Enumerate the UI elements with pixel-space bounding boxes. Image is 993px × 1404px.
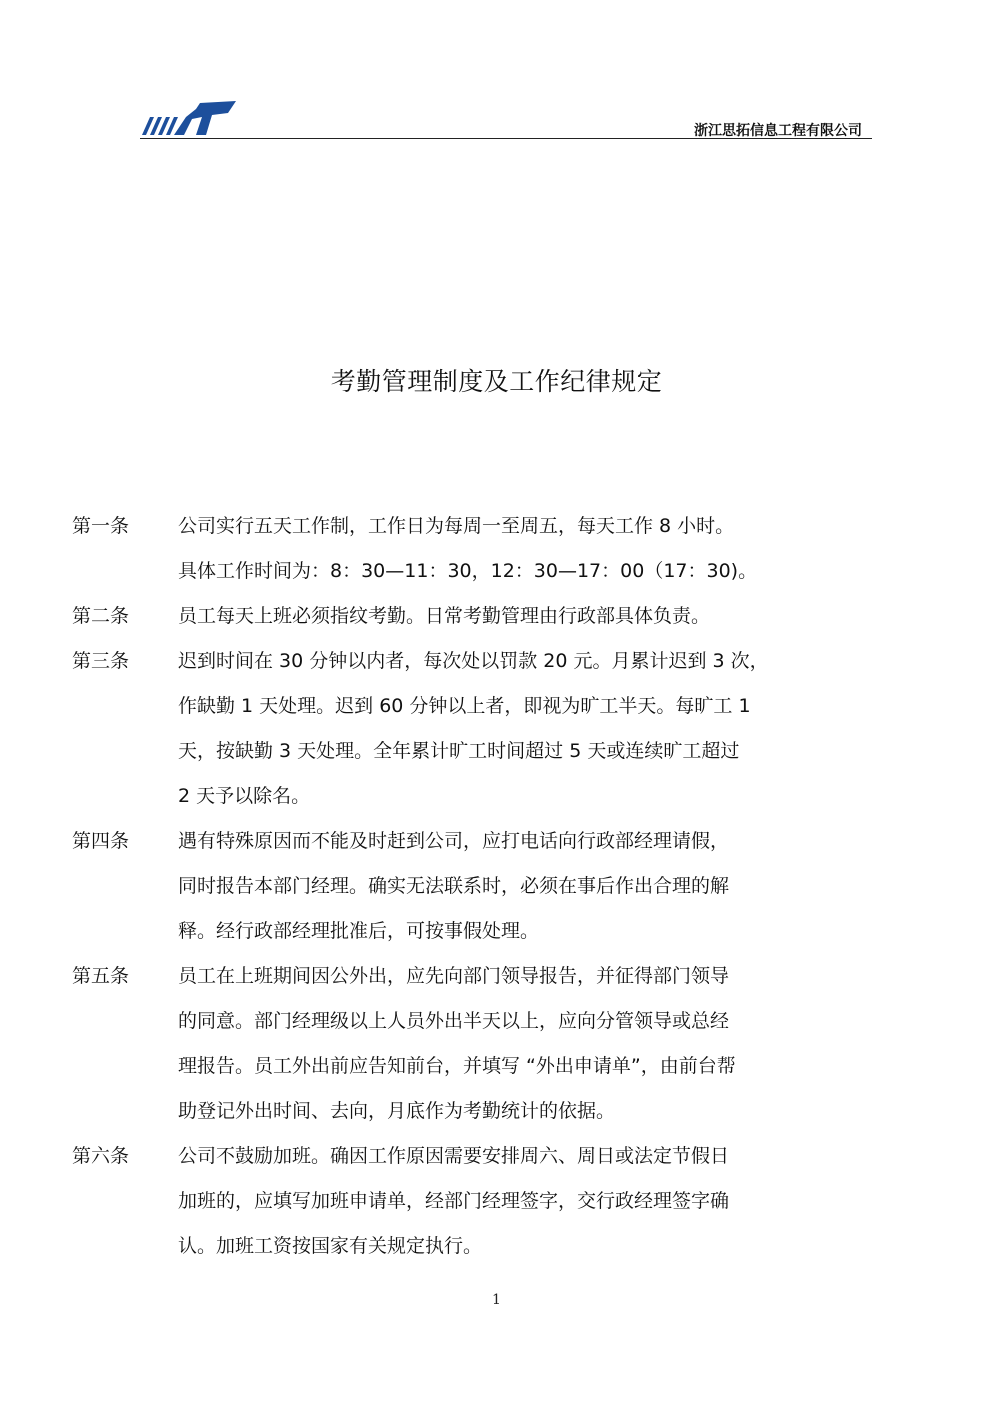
article-label: 第一条 (72, 515, 130, 537)
article-list (72, 504, 872, 1269)
page-number: 1 (492, 1292, 501, 1308)
article-2 (72, 594, 872, 639)
article-label: 第二条 (72, 605, 130, 627)
article-line: 理报告。员工外出前应告知前台，并填写 “外出申请单”，由前台帮 (178, 1055, 736, 1077)
article-line: 员工每天上班必须指纹考勤。日常考勤管理由行政部具体负责。 (178, 605, 711, 627)
article-line: 具体工作时间为：8：30—11：30，12：30—17：00（17：30)。 (178, 560, 758, 582)
company-name: 浙江思拓信息工程有限公司 (694, 123, 862, 139)
article-label: 第六条 (72, 1145, 130, 1167)
article-3 (72, 639, 872, 819)
article-line: 迟到时间在 30 分钟以内者，每次处以罚款 20 元。月累计迟到 3 次， (178, 650, 769, 672)
article-5 (72, 954, 872, 1134)
article-line: 公司实行五天工作制，工作日为每周一至周五，每天工作 8 小时。 (178, 515, 735, 537)
article-body (178, 954, 868, 1134)
article-label: 第五条 (72, 965, 130, 987)
article-body (178, 639, 868, 819)
header-divider (140, 138, 872, 139)
document-title: 考勤管理制度及工作纪律规定 (330, 367, 663, 396)
article-line: 遇有特殊原因而不能及时赶到公司，应打电话向行政部经理请假， (178, 830, 730, 852)
article-body (178, 594, 868, 639)
article-6 (72, 1134, 872, 1269)
article-label: 第三条 (72, 650, 130, 672)
article-line: 释。经行政部经理批准后，可按事假处理。 (178, 920, 540, 942)
company-logo-icon (140, 95, 236, 137)
article-line: 认。加班工资按国家有关规定执行。 (178, 1235, 483, 1257)
article-line: 同时报告本部门经理。确实无法联系时，必须在事后作出合理的解 (178, 875, 730, 897)
article-line: 天，按缺勤 3 天处理。全年累计旷工时间超过 5 天或连续旷工超过 (178, 740, 740, 762)
article-line: 2 天予以除名。 (178, 785, 311, 807)
article-body (178, 504, 868, 594)
article-1 (72, 504, 872, 594)
article-line: 加班的，应填写加班申请单，经部门经理签字，交行政经理签字确 (178, 1190, 730, 1212)
article-line: 的同意。部门经理级以上人员外出半天以上，应向分管领导或总经 (178, 1010, 730, 1032)
page-header (140, 88, 872, 140)
article-line: 助登记外出时间、去向，月底作为考勤统计的依据。 (178, 1100, 616, 1122)
article-line: 员工在上班期间因公外出，应先向部门领导报告，并征得部门领导 (178, 965, 730, 987)
article-body (178, 1134, 868, 1269)
article-line: 公司不鼓励加班。确因工作原因需要安排周六、周日或法定节假日 (178, 1145, 730, 1167)
article-body (178, 819, 868, 954)
article-line: 作缺勤 1 天处理。迟到 60 分钟以上者，即视为旷工半天。每旷工 1 (178, 695, 751, 717)
article-4 (72, 819, 872, 954)
article-label: 第四条 (72, 830, 130, 852)
